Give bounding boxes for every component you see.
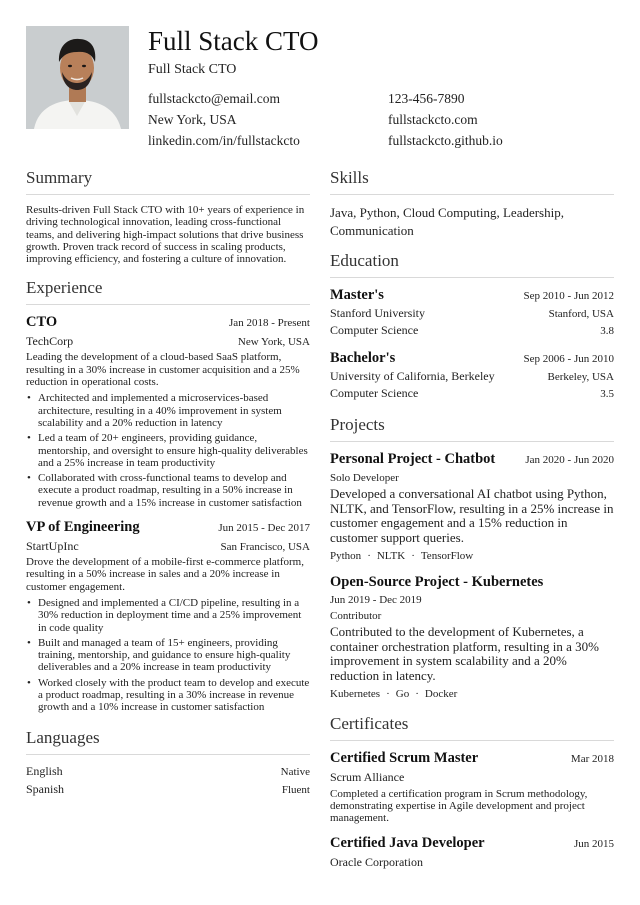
project-name: Open-Source Project - Kubernetes (330, 573, 544, 590)
project-tags: Python · NLTK · TensorFlow (330, 549, 474, 562)
job-bullet: • Built and managed a team of 15+ engineers, providing training, mentorship, and guidance to ensure high-quality deliverables and a 20% increase in team productivity (26, 637, 310, 674)
language-name: Spanish (26, 781, 65, 796)
profile-photo (26, 26, 129, 129)
right-column (330, 168, 614, 870)
certificate-name: Certified Java Developer (330, 834, 485, 851)
job-bullet: • Architected and implemented a microservices-based architecture, resulting in a 40% improvement in system scalability and a 20% reduction in latency (26, 392, 310, 429)
education-entry (330, 287, 614, 338)
linkedin-link[interactable]: linkedin.com/in/fullstackcto (148, 133, 300, 148)
certificate-date: Jun 2015 (573, 837, 614, 850)
project-tag: Python (330, 549, 362, 562)
location-text: New York, USA (148, 112, 237, 127)
certificate-entry (330, 835, 614, 870)
skills-section (330, 168, 614, 239)
project-description: Contributed to the development of Kubernetes, a container orchestration platform, resulting in a 30% improvement in system scalability and a 20% reduction in latency. (330, 624, 599, 684)
languages-section (26, 728, 310, 797)
certificate-entry (330, 750, 614, 825)
project-dates: Jun 2019 - Dec 2019 (330, 593, 422, 606)
language-level: Native (280, 765, 310, 778)
job-entry (26, 314, 310, 509)
project-description: Developed a conversational AI chatbot using Python, NLTK, and TensorFlow, resulting in a 25% increase in customer engagement and a 15% reduction in customer support queries. (330, 486, 614, 546)
email-link[interactable]: fullstackcto@email.com (148, 91, 281, 106)
languages-heading: Languages (26, 728, 310, 755)
job-location: New York, USA (237, 336, 310, 349)
school-location: Berkeley, USA (547, 371, 614, 383)
job-bullet: • Collaborated with cross-functional teams to develop and execute a product roadmap, resulting in a 50% increase in revenue growth and a 15% increase in customer satisfaction (26, 472, 310, 509)
education-section (330, 251, 614, 401)
certificate-issuer: Oracle Corporation (330, 854, 423, 869)
job-company: TechCorp (26, 334, 74, 349)
certificate-date: Mar 2018 (570, 752, 614, 765)
language-level: Fluent (281, 783, 310, 796)
project-role: Contributor (330, 609, 382, 622)
skills-list: Java, Python, Cloud Computing, Leadership, Communication (330, 205, 564, 238)
project-entry (330, 451, 614, 562)
job-entry (26, 519, 310, 714)
gpa-value: 3.8 (600, 325, 614, 337)
job-bullet: • Designed and implemented a CI/CD pipeline, resulting in a 30% reduction in deployment time and a 25% improvement in code quality (26, 597, 310, 634)
summary-text: Results-driven Full Stack CTO with 10+ years of experience in driving technological innovation, leading cross-functional teams, and delivering high-impact solutions that drive business growth. Proven track record of success in scaling products, improving efficiency, and fostering a culture of innovation. (26, 204, 305, 266)
language-name: English (26, 763, 63, 778)
job-dates: Jun 2015 - Dec 2017 (218, 522, 310, 535)
candidate-headline: Full Stack CTO (148, 62, 237, 77)
project-tags: Kubernetes · Go · Docker (330, 687, 458, 700)
project-tag: Kubernetes (330, 687, 381, 700)
job-bullet: • Led a team of 20+ engineers, providing guidance, mentorship, and oversight to ensure high-quality deliverables and a 25% increase in team productivity (26, 432, 310, 469)
job-location: San Francisco, USA (220, 541, 310, 554)
summary-heading: Summary (26, 168, 310, 195)
website-link[interactable]: fullstackcto.com (388, 112, 478, 127)
skills-heading: Skills (330, 168, 614, 195)
job-title: CTO (26, 314, 58, 331)
project-tag: Go (395, 687, 410, 700)
certificates-section (330, 714, 614, 870)
job-title: VP of Engineering (26, 519, 140, 536)
project-name: Personal Project - Chatbot (330, 451, 496, 467)
education-heading: Education (330, 251, 614, 278)
project-tag: NLTK (376, 549, 406, 562)
projects-heading: Projects (330, 415, 614, 442)
education-dates: Sep 2006 - Jun 2010 (523, 353, 614, 365)
candidate-name: Full Stack CTO (148, 26, 319, 56)
field-of-study: Computer Science (330, 323, 419, 337)
certificates-heading: Certificates (330, 714, 614, 741)
left-column (26, 168, 310, 797)
experience-section (26, 278, 310, 713)
certificate-issuer: Scrum Alliance (330, 769, 405, 784)
project-tag: TensorFlow (420, 549, 474, 562)
github-link[interactable]: fullstackcto.github.io (388, 133, 503, 148)
certificate-name: Certified Scrum Master (330, 749, 479, 766)
school-name: University of California, Berkeley (330, 369, 495, 383)
education-dates: Sep 2010 - Jun 2012 (523, 290, 614, 302)
experience-heading: Experience (26, 278, 310, 305)
school-location: Stanford, USA (548, 308, 614, 320)
job-description: Drove the development of a mobile-first e-commerce platform, resulting in a 50% increase in sales and a 20% increase in customer engagement. (26, 556, 304, 593)
job-dates: Jan 2018 - Present (229, 317, 310, 330)
project-role: Solo Developer (330, 472, 399, 484)
project-tag: Docker (424, 687, 458, 700)
degree-title: Master's (330, 287, 384, 303)
certificate-description: Completed a certification program in Scrum methodology, demonstrating expertise in Agile development and project management. (330, 787, 588, 825)
education-entry (330, 350, 614, 401)
job-company: StartUpInc (26, 539, 79, 554)
degree-title: Bachelor's (330, 350, 396, 366)
summary-section (26, 168, 310, 265)
project-dates: Jan 2020 - Jun 2020 (525, 454, 614, 466)
project-entry (330, 574, 614, 700)
job-bullet: • Worked closely with the product team to develop and execute a product roadmap, resulting in a 30% increase in revenue growth and a 10% increase in customer satisfaction (26, 677, 310, 714)
job-description: Leading the development of a cloud-based SaaS platform, resulting in a 30% increase in customer acquisition and a 25% reduction in operational costs. (26, 351, 300, 389)
phone-text[interactable]: 123-456-7890 (388, 91, 465, 106)
gpa-value: 3.5 (600, 388, 614, 400)
field-of-study: Computer Science (330, 386, 419, 400)
school-name: Stanford University (330, 306, 425, 320)
projects-section (330, 415, 614, 700)
